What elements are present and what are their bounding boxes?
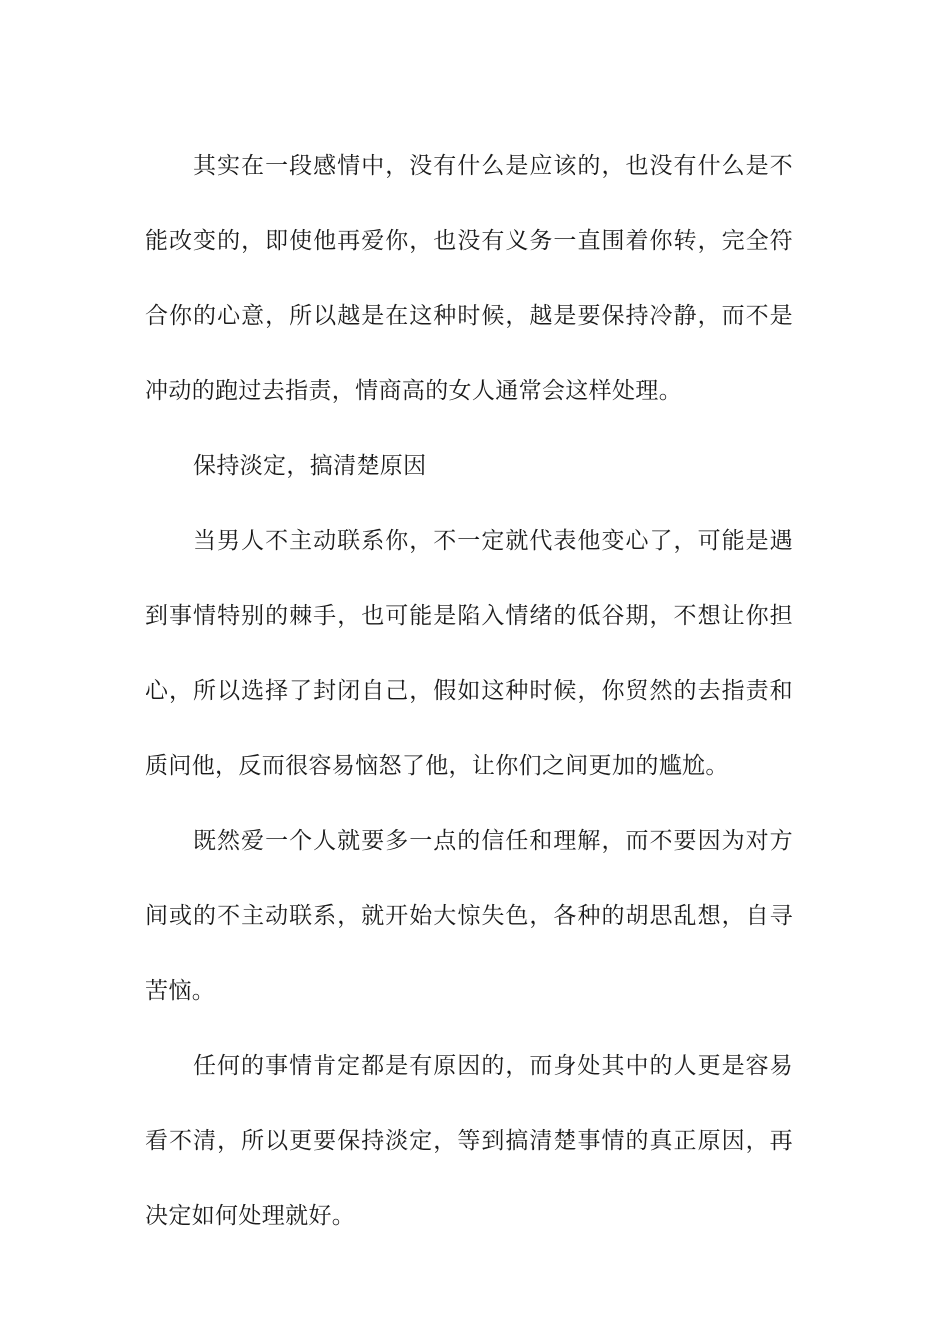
document-body [145,129,793,1254]
section-heading: 保持淡定，搞清楚原因 [193,453,427,479]
paragraph-trust: 既然爱一个人就要多一点的信任和理解，而不要因为对方间或的不主动联系，就开始大惊失色，各种的胡思乱想，自寻苦恼。 [145,828,793,1004]
paragraph-conclusion: 任何的事情肯定都是有原因的，而身处其中的人更是容易看不清，所以更要保持淡定，等到搞清楚事情的真正原因，再决定如何处理就好。 [145,1053,793,1229]
paragraph-intro: 其实在一段感情中，没有什么是应该的，也没有什么是不能改变的，即使他再爱你，也没有义务一直围着你转，完全符合你的心意，所以越是在这种时候，越是要保持冷静，而不是冲动的跑过去指责，情商高的女人通常会这样处理。 [145,153,793,404]
paragraph-reason: 当男人不主动联系你，不一定就代表他变心了，可能是遇到事情特别的棘手，也可能是陷入情绪的低谷期，不想让你担心，所以选择了封闭自己，假如这种时候，你贸然的去指责和质问他，反而很容易恼怒了他，让你们之间更加的尴尬。 [145,528,793,779]
